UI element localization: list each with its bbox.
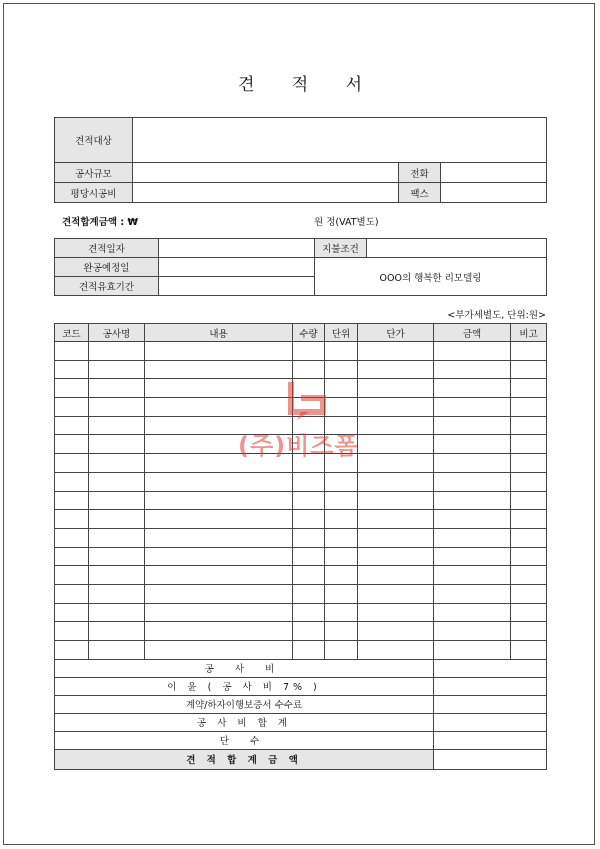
table-cell[interactable] (358, 641, 434, 660)
table-cell[interactable] (358, 566, 434, 585)
scale-label: 공사규모 (55, 163, 133, 183)
col-header-code: 코드 (55, 324, 89, 342)
table-cell[interactable] (55, 379, 89, 398)
construction-cost-label: 공 사 비 (55, 659, 434, 677)
table-cell[interactable] (358, 454, 434, 473)
quote-date-label: 견적일자 (55, 239, 159, 258)
watermark-logo-icon (287, 380, 331, 422)
table-cell[interactable] (55, 398, 89, 417)
table-cell[interactable] (358, 622, 434, 641)
table-cell[interactable] (511, 528, 547, 547)
table-cell[interactable] (145, 603, 293, 622)
table-cell[interactable] (511, 641, 547, 660)
table-cell[interactable] (55, 416, 89, 435)
table-row (55, 528, 547, 547)
table-cell[interactable] (55, 547, 89, 566)
table-cell[interactable] (293, 510, 325, 529)
table-cell[interactable] (434, 472, 511, 491)
construction-cost-value[interactable] (434, 659, 547, 677)
table-cell[interactable] (358, 398, 434, 417)
rounding-value[interactable] (434, 731, 547, 749)
table-cell[interactable] (89, 641, 145, 660)
cost-total-value[interactable] (434, 713, 547, 731)
vat-note: <부가세별도, 단위:원> (447, 310, 546, 321)
table-cell[interactable] (358, 435, 434, 454)
table-cell[interactable] (434, 360, 511, 379)
table-cell[interactable] (145, 472, 293, 491)
table-cell[interactable] (55, 342, 89, 361)
table-cell[interactable] (325, 566, 358, 585)
table-cell[interactable] (511, 416, 547, 435)
table-cell[interactable] (434, 603, 511, 622)
table-cell[interactable] (145, 379, 293, 398)
table-cell[interactable] (358, 528, 434, 547)
table-row (55, 641, 547, 660)
table-cell[interactable] (293, 528, 325, 547)
table-cell[interactable] (89, 342, 145, 361)
table-cell[interactable] (293, 491, 325, 510)
fax-field[interactable] (441, 183, 547, 203)
table-cell[interactable] (511, 566, 547, 585)
table-cell[interactable] (89, 435, 145, 454)
table-cell[interactable] (55, 472, 89, 491)
table-cell[interactable] (145, 510, 293, 529)
table-cell[interactable] (434, 491, 511, 510)
quote-date-field[interactable] (159, 239, 315, 258)
col-header-unit: 단위 (325, 324, 358, 342)
table-cell[interactable] (511, 454, 547, 473)
validity-field[interactable] (159, 277, 315, 296)
table-cell[interactable] (511, 472, 547, 491)
table-cell[interactable] (325, 472, 358, 491)
col-header-amount: 금액 (434, 324, 511, 342)
unit-cost-label: 평당시공비 (55, 183, 133, 203)
table-cell[interactable] (293, 622, 325, 641)
table-cell[interactable] (293, 360, 325, 379)
table-cell[interactable] (325, 603, 358, 622)
table-cell[interactable] (145, 342, 293, 361)
profit-label: 이 윤 ( 공 사 비 7% ) (55, 677, 434, 695)
table-row (55, 603, 547, 622)
completion-date-label: 완공예정일 (55, 258, 159, 277)
table-cell[interactable] (434, 622, 511, 641)
table-cell[interactable] (434, 435, 511, 454)
table-cell[interactable] (145, 584, 293, 603)
table-cell[interactable] (511, 342, 547, 361)
table-cell[interactable] (55, 491, 89, 510)
total-amount-label: 견적합계금액 : ₩ (62, 217, 138, 228)
won-vat-label: 원 정(VAT별도) (314, 217, 379, 228)
contract-fee-label: 계약/하자이행보증서 수수료 (55, 695, 434, 713)
table-cell[interactable] (55, 584, 89, 603)
table-cell[interactable] (511, 491, 547, 510)
unit-cost-field[interactable] (133, 183, 399, 203)
table-cell[interactable] (145, 398, 293, 417)
table-cell[interactable] (89, 510, 145, 529)
table-cell[interactable] (434, 398, 511, 417)
table-cell[interactable] (89, 360, 145, 379)
table-row (55, 584, 547, 603)
cost-total-label: 공 사 비 합 계 (55, 713, 434, 731)
table-cell[interactable] (89, 454, 145, 473)
table-cell[interactable] (293, 603, 325, 622)
target-field[interactable] (133, 118, 547, 163)
table-cell[interactable] (325, 584, 358, 603)
table-cell[interactable] (325, 491, 358, 510)
col-header-content: 내용 (145, 324, 293, 342)
contract-fee-value[interactable] (434, 695, 547, 713)
table-cell[interactable] (145, 360, 293, 379)
table-cell[interactable] (89, 566, 145, 585)
table-row (55, 510, 547, 529)
payment-terms-field[interactable] (367, 239, 547, 258)
table-cell[interactable] (511, 622, 547, 641)
table-cell[interactable] (325, 622, 358, 641)
document-title: 견 적 서 (237, 75, 379, 95)
table-cell[interactable] (89, 379, 145, 398)
table-cell[interactable] (358, 603, 434, 622)
table-cell[interactable] (511, 584, 547, 603)
table-cell[interactable] (89, 416, 145, 435)
profit-value[interactable] (434, 677, 547, 695)
table-cell[interactable] (434, 510, 511, 529)
table-cell[interactable] (511, 510, 547, 529)
table-cell[interactable] (145, 641, 293, 660)
table-cell[interactable] (325, 342, 358, 361)
info-table (54, 238, 547, 296)
table-cell[interactable] (293, 547, 325, 566)
table-cell[interactable] (55, 454, 89, 473)
table-cell[interactable] (325, 510, 358, 529)
table-cell[interactable] (293, 472, 325, 491)
col-header-name: 공사명 (89, 324, 145, 342)
table-cell[interactable] (511, 435, 547, 454)
table-cell[interactable] (145, 547, 293, 566)
table-cell[interactable] (434, 379, 511, 398)
table-cell[interactable] (434, 342, 511, 361)
table-cell[interactable] (89, 398, 145, 417)
table-cell[interactable] (89, 584, 145, 603)
company-slogan: OOO의 행복한 리모델링 (315, 258, 547, 296)
table-cell[interactable] (55, 603, 89, 622)
table-row (55, 622, 547, 641)
table-cell[interactable] (89, 491, 145, 510)
table-cell[interactable] (89, 547, 145, 566)
table-cell[interactable] (55, 435, 89, 454)
col-header-price: 단가 (358, 324, 434, 342)
table-cell[interactable] (55, 360, 89, 379)
table-cell[interactable] (434, 641, 511, 660)
table-row (55, 566, 547, 585)
table-row (55, 472, 547, 491)
table-cell[interactable] (89, 603, 145, 622)
rounding-label: 단 수 (55, 731, 434, 749)
table-cell[interactable] (358, 472, 434, 491)
table-cell[interactable] (55, 622, 89, 641)
table-cell[interactable] (358, 416, 434, 435)
table-cell[interactable] (358, 547, 434, 566)
table-row (55, 342, 547, 361)
table-cell[interactable] (145, 566, 293, 585)
table-cell[interactable] (434, 584, 511, 603)
table-cell[interactable] (89, 528, 145, 547)
table-cell[interactable] (145, 622, 293, 641)
table-row (55, 360, 547, 379)
table-cell[interactable] (55, 566, 89, 585)
table-row (55, 547, 547, 566)
table-cell[interactable] (358, 510, 434, 529)
table-cell[interactable] (293, 641, 325, 660)
table-cell[interactable] (358, 584, 434, 603)
grand-total-value[interactable] (434, 749, 547, 769)
scale-field[interactable] (133, 163, 399, 183)
table-cell[interactable] (434, 547, 511, 566)
table-cell[interactable] (511, 603, 547, 622)
table-cell[interactable] (55, 528, 89, 547)
table-cell[interactable] (55, 641, 89, 660)
fax-label: 팩스 (399, 183, 441, 203)
table-cell[interactable] (325, 641, 358, 660)
grand-total-label: 견 적 합 계 금 액 (55, 749, 434, 769)
table-cell[interactable] (89, 472, 145, 491)
table-cell[interactable] (434, 454, 511, 473)
table-cell[interactable] (358, 342, 434, 361)
header-table (54, 117, 547, 203)
table-cell[interactable] (325, 528, 358, 547)
table-cell[interactable] (325, 547, 358, 566)
target-label: 견적대상 (55, 118, 133, 163)
table-cell[interactable] (325, 360, 358, 379)
table-cell[interactable] (358, 491, 434, 510)
table-cell[interactable] (434, 416, 511, 435)
table-cell[interactable] (293, 342, 325, 361)
table-row (55, 491, 547, 510)
table-cell[interactable] (145, 491, 293, 510)
phone-field[interactable] (441, 163, 547, 183)
validity-label: 견적유효기간 (55, 277, 159, 296)
phone-label: 전화 (399, 163, 441, 183)
table-cell[interactable] (89, 622, 145, 641)
col-header-qty: 수량 (293, 324, 325, 342)
table-cell[interactable] (358, 360, 434, 379)
table-cell[interactable] (511, 547, 547, 566)
table-cell[interactable] (511, 360, 547, 379)
table-cell[interactable] (55, 510, 89, 529)
table-cell[interactable] (511, 398, 547, 417)
completion-date-field[interactable] (159, 258, 315, 277)
table-cell[interactable] (293, 584, 325, 603)
table-cell[interactable] (434, 528, 511, 547)
watermark-text: (주)비즈폼 (238, 432, 359, 460)
column-header-row (55, 324, 547, 342)
table-cell[interactable] (145, 528, 293, 547)
col-header-note: 비고 (511, 324, 547, 342)
table-cell[interactable] (293, 566, 325, 585)
table-cell[interactable] (358, 379, 434, 398)
table-cell[interactable] (511, 379, 547, 398)
table-cell[interactable] (434, 566, 511, 585)
payment-terms-label: 지불조건 (315, 239, 367, 258)
